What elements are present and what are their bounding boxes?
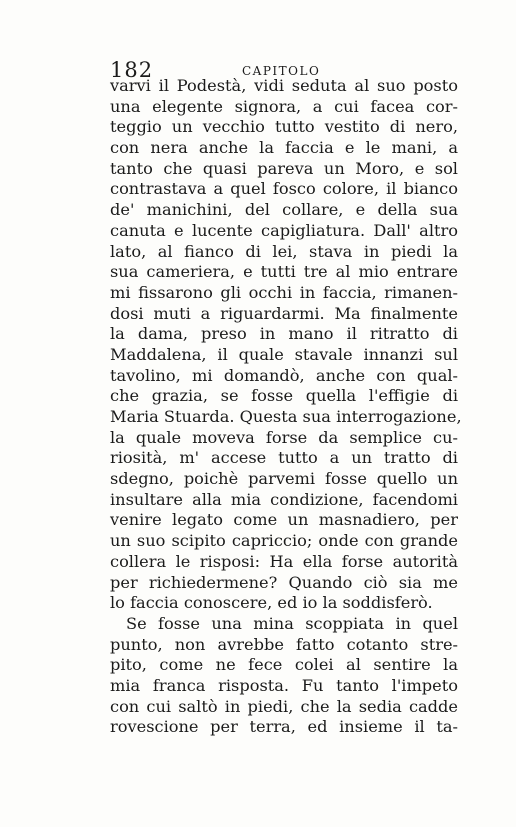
text-line: pito, come ne fece colei al sentire la: [110, 655, 458, 675]
text-line: che grazia, se fosse quella l'effigie di: [110, 386, 458, 406]
text-line: contrastava a quel fosco colore, il bianco: [110, 179, 458, 199]
text-line: dosi muti a riguardarmi. Ma finalmente: [110, 303, 458, 323]
text-line: la dama, preso in mano il ritratto di: [110, 324, 458, 344]
text-line: sdegno, poichè parvemi fosse quello un: [110, 469, 458, 489]
text-line: sua cameriera, e tutti tre al mio entrare: [110, 262, 458, 282]
text-line: rovescione per terra, ed insieme il ta-: [110, 717, 458, 737]
text-line: la quale moveva forse da semplice cu-: [110, 427, 458, 447]
text-line: riosità, m' accese tutto a un tratto di: [110, 448, 458, 468]
text-line: con cui saltò in piedi, che la sedia cadde: [110, 696, 458, 716]
text-line: insultare alla mia condizione, facendomi: [110, 489, 458, 509]
text-line: punto, non avrebbe fatto cotanto stre-: [110, 634, 458, 654]
text-line: tanto che quasi pareva un Moro, e sol: [110, 158, 458, 178]
body-text: [110, 76, 462, 738]
text-line: una elegente signora, a cui facea cor-: [110, 96, 458, 116]
page-number: 182: [110, 58, 154, 82]
text-line: mi fissarono gli occhi in faccia, rimanen-: [110, 282, 458, 302]
text-line: canuta e lucente capigliatura. Dall' altro: [110, 220, 458, 240]
text-line: Se fosse una mina scoppiata in quel: [126, 613, 458, 633]
running-head: CAPITOLO: [242, 64, 321, 78]
text-line: mia franca risposta. Fu tanto l'impeto: [110, 675, 458, 695]
text-line: venire legato come un masnadiero, per: [110, 510, 458, 530]
text-line: Maddalena, il quale stavale innanzi sul: [110, 344, 458, 364]
text-line: lato, al fianco di lei, stava in piedi la: [110, 241, 458, 261]
text-line: per richiedermene? Quando ciò sia me: [110, 572, 458, 592]
text-line: tavolino, mi domandò, anche con qual-: [110, 365, 458, 385]
text-line: lo faccia conoscere, ed io la soddisferò.: [110, 593, 433, 613]
text-line: Maria Stuarda. Questa sua interrogazione,: [110, 407, 462, 426]
text-line: teggio un vecchio tutto vestito di nero,: [110, 117, 458, 137]
text-line: con nera anche la faccia e le mani, a: [110, 138, 458, 158]
text-line: varvi il Podestà, vidi seduta al suo posto: [110, 76, 458, 95]
text-line: collera le risposi: Ha ella forse autorità: [110, 551, 458, 571]
text-line: un suo scipito capriccio; onde con grande: [110, 531, 458, 551]
text-line: de' manichini, del collare, e della sua: [110, 200, 458, 220]
